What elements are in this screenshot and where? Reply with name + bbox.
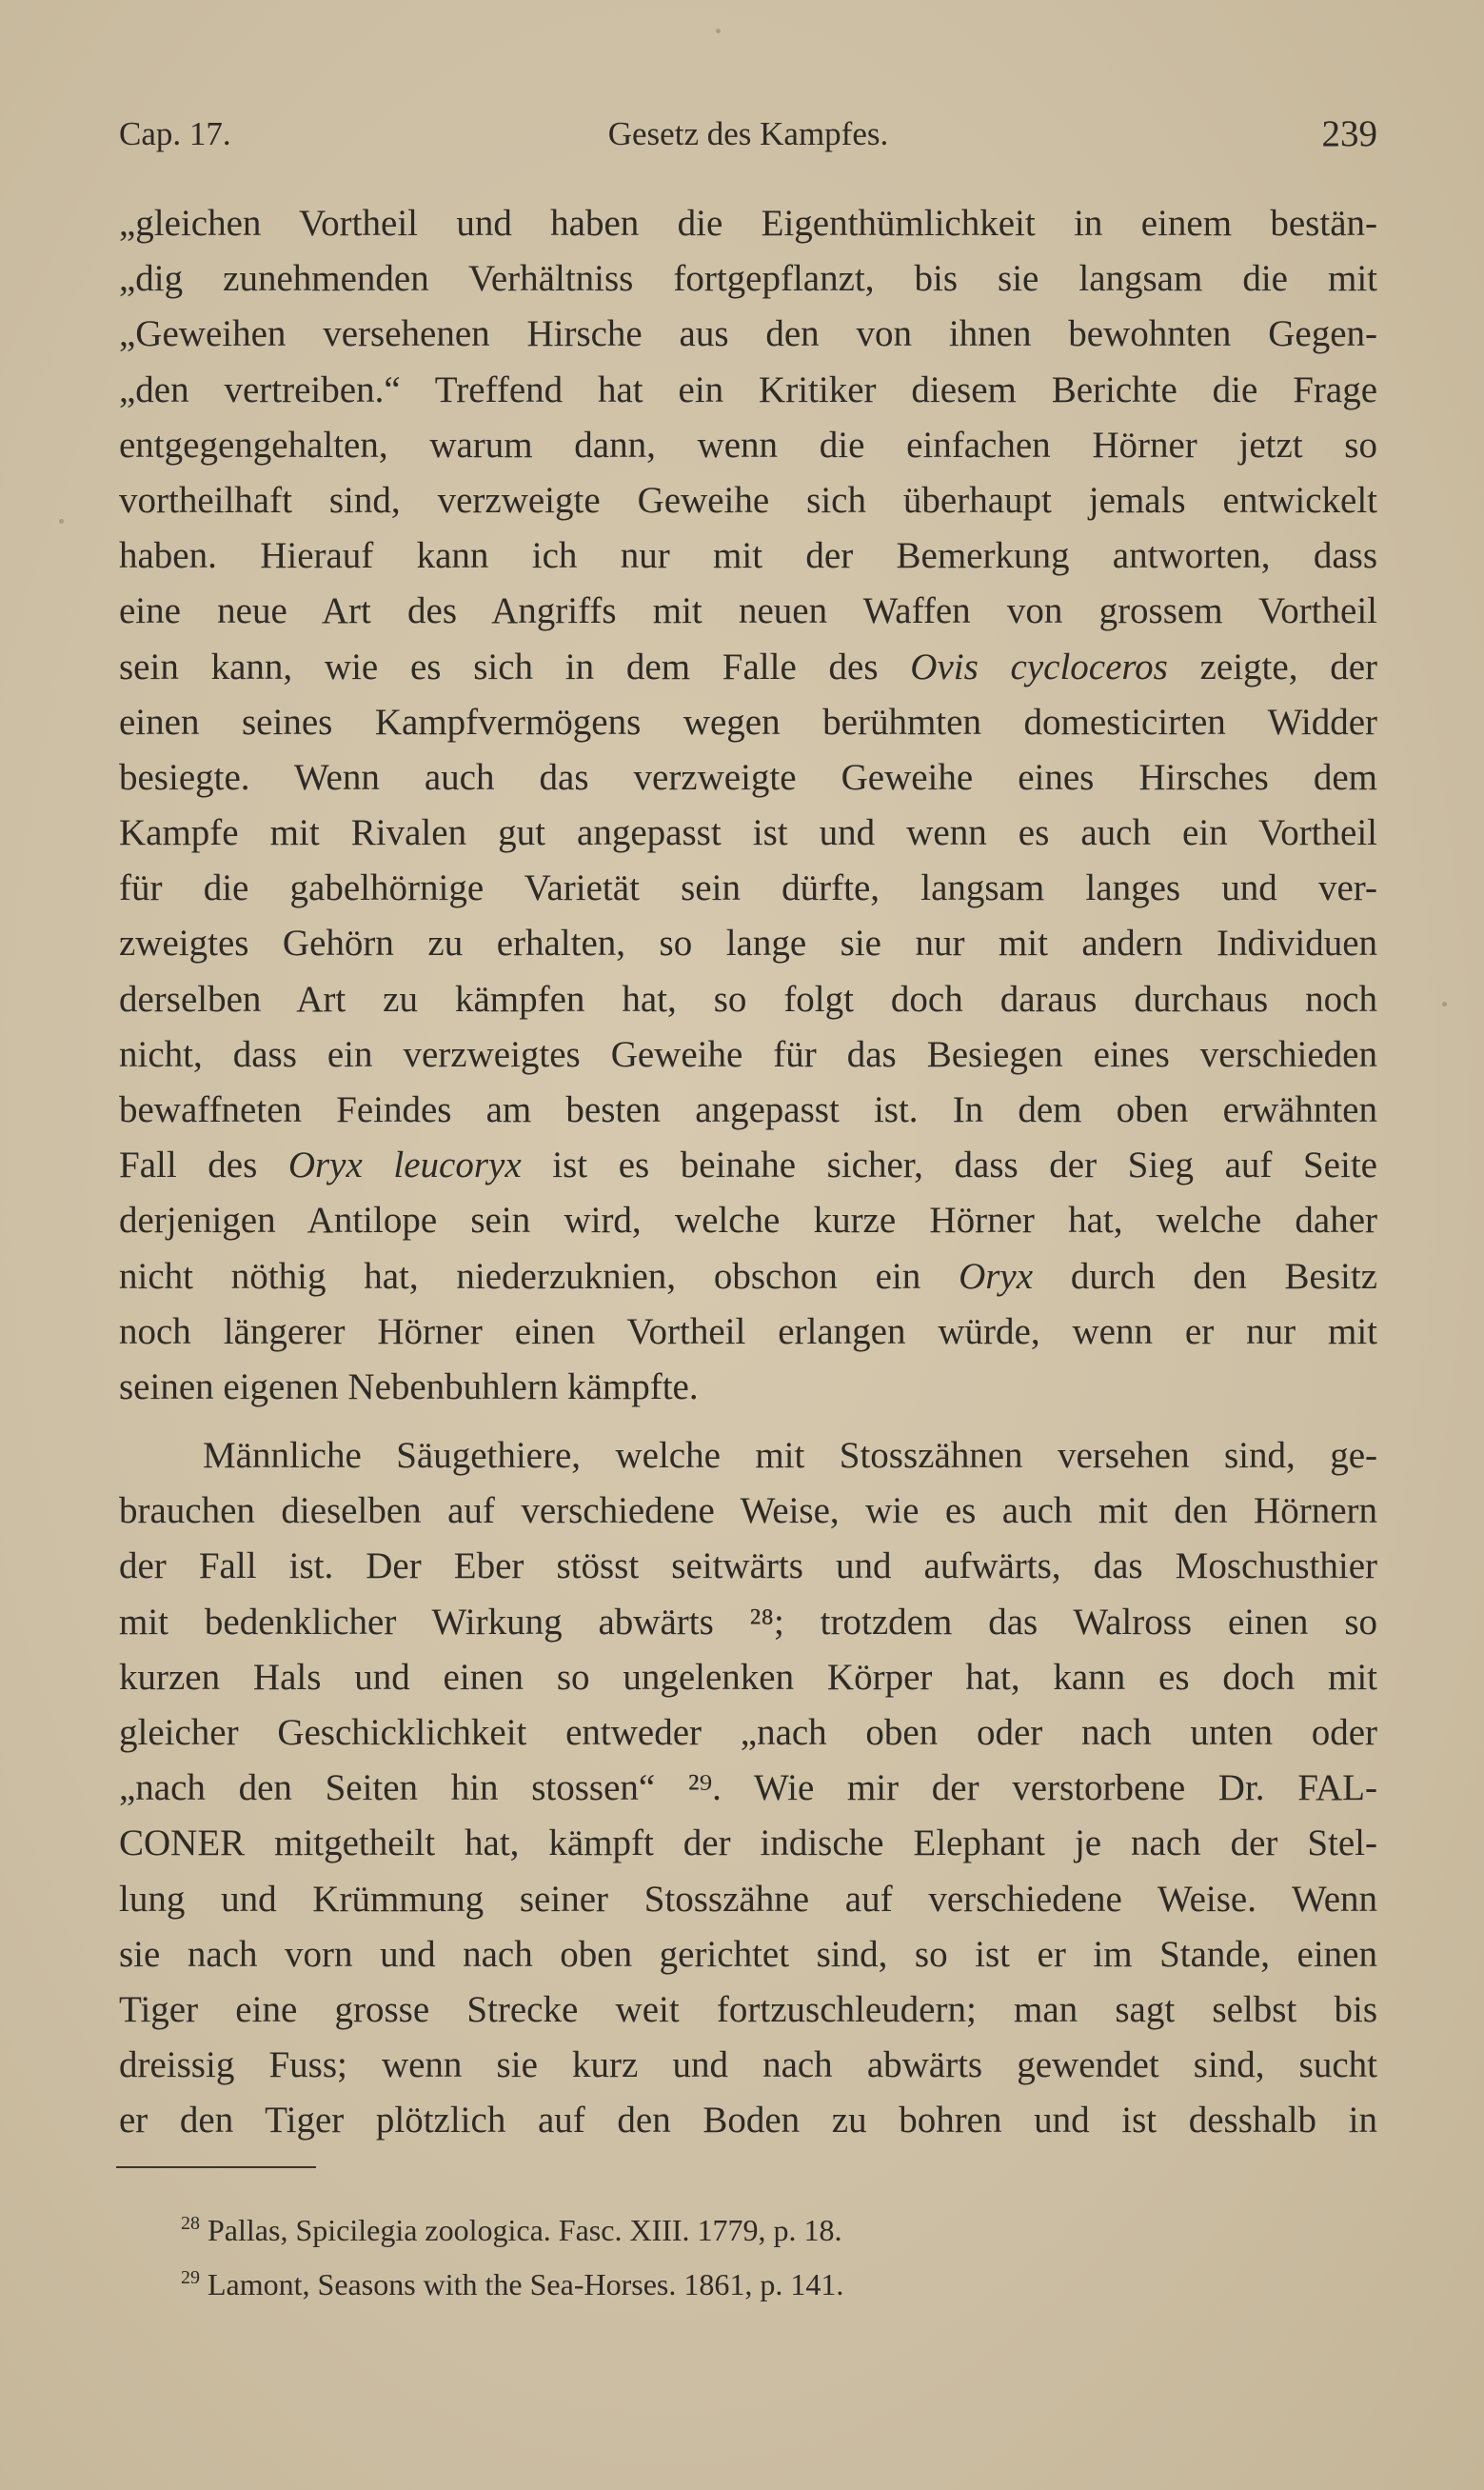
text-line: vortheilhaft sind, verzweigte Geweihe sich überhaupt jemals entwickelt [119, 479, 1377, 521]
paper-speck [1442, 1002, 1447, 1006]
text-line: gleicher Geschicklichkeit entweder „nach oben oder nach unten oder [119, 1711, 1377, 1753]
chapter-label: Cap. 17. [119, 115, 231, 152]
italic-species-name: Ovis cycloceros [910, 646, 1168, 687]
footnote-number: 29 [181, 2267, 200, 2288]
paper-speck [59, 519, 64, 524]
text-line: „dig zunehmenden Verhältniss fortgepflanzt, bis sie langsam die mit [119, 258, 1377, 300]
text-line: „gleichen Vortheil und haben die Eigenthümlichkeit in einem bestän- [119, 203, 1377, 244]
footnote-number: 28 [181, 2213, 200, 2234]
text-line: bewaffneten Feindes am besten angepasst ist. In dem oben erwähnten [119, 1089, 1377, 1130]
text-line: „Geweihen versehenen Hirsche aus den von ihnen bewohnten Gegen- [119, 313, 1377, 355]
text-line: „nach den Seiten hin stossen“ ²⁹. Wie mir der verstorbene Dr. FAL- [119, 1767, 1377, 1809]
text-line: sein kann, wie es sich in dem Falle des Ovis cycloceros zeigte, der [119, 646, 1378, 687]
paper-speck [716, 29, 721, 33]
text-line: entgegengehalten, warum dann, wenn die einfachen Hörner jetzt so [119, 424, 1377, 466]
text-line: mit bedenklicher Wirkung abwärts ²⁸; trotzdem das Walross einen so [119, 1601, 1377, 1643]
text-line: nicht nöthig hat, niederzuknien, obschon ein Oryx durch den Besitz [119, 1255, 1377, 1297]
footnote-text: Pallas, Spicilegia zoologica. Fasc. XIII. 1779, p. 18. [208, 2213, 842, 2247]
text-line: einen seines Kampfvermögens wegen berühmten domesticirten Widder [119, 701, 1377, 743]
text-line: eine neue Art des Angriffs mit neuen Waffen von grossem Vortheil [119, 590, 1377, 632]
footnote-29 [181, 2254, 1228, 2308]
text-line: Kampfe mit Rivalen gut angepasst ist und wenn es auch ein Vortheil [119, 812, 1377, 854]
text-line: haben. Hierauf kann ich nur mit der Bemerkung antworten, dass [119, 535, 1377, 577]
paragraph-2 [119, 1428, 1377, 2148]
text-line: derselben Art zu kämpfen hat, so folgt doch daraus durchaus noch [119, 978, 1377, 1020]
italic-species-name: Oryx leucoryx [287, 1145, 522, 1186]
text-line: der Fall ist. Der Eber stösst seitwärts und aufwärts, das Moschusthier [119, 1545, 1377, 1587]
text-line: seinen eigenen Nebenbuhlern kämpfte. [119, 1365, 699, 1407]
footnote-divider [116, 2166, 316, 2168]
page-title: Gesetz des Kampfes. [607, 115, 889, 152]
text-line: für die gabelhörnige Varietät sein dürfte, langsam langes und ver- [119, 867, 1377, 909]
text-line: dreissig Fuss; wenn sie kurz und nach abwärts gewendet sind, sucht [119, 2044, 1377, 2086]
footnotes [181, 2200, 1228, 2308]
text-line: lung und Krümmung seiner Stosszähne auf verschiedene Weise. Wenn [119, 1878, 1377, 1920]
text-line: CONER mitgetheilt hat, kämpft der indische Elephant je nach der Stel- [119, 1823, 1377, 1864]
text-line: kurzen Hals und einen so ungelenken Körper hat, kann es doch mit [119, 1656, 1377, 1698]
paragraph-1 [119, 196, 1377, 1415]
text-line: sie nach vorn und nach oben gerichtet sind, so ist er im Stande, einen [119, 1933, 1377, 1975]
text-line: noch längerer Hörner einen Vortheil erlangen würde, wenn er nur mit [119, 1310, 1377, 1352]
text-line: nicht, dass ein verzweigtes Geweihe für das Besiegen eines verschieden [119, 1033, 1377, 1075]
text-line: besiegte. Wenn auch das verzweigte Geweihe eines Hirsches dem [119, 756, 1377, 798]
text-line: Tiger eine grosse Strecke weit fortzuschleudern; man sagt selbst bis [119, 1988, 1377, 2030]
text-line: brauchen dieselben auf verschiedene Weise, wie es auch mit den Hörnern [119, 1490, 1377, 1532]
italic-species-name: Oryx [959, 1255, 1034, 1297]
text-line: zweigtes Gehörn zu erhalten, so lange sie nur mit andern Individuen [119, 923, 1377, 965]
text-line: Fall des Oryx leucoryx ist es beinahe sicher, dass der Sieg auf Seite [119, 1145, 1377, 1186]
footnote-28 [181, 2200, 1228, 2254]
text-line: er den Tiger plötzlich auf den Boden zu bohren und ist desshalb in [119, 2100, 1377, 2141]
running-head [119, 112, 1377, 156]
text-line: „den vertreiben.“ Treffend hat ein Kritiker diesem Berichte die Frage [119, 369, 1377, 410]
page-number: 239 [1321, 113, 1377, 154]
footnote-text: Lamont, Seasons with the Sea-Horses. 1861, p. 141. [208, 2267, 844, 2301]
text-line: Männliche Säugethiere, welche mit Stosszähnen versehen sind, ge- [203, 1435, 1377, 1476]
text-line: derjenigen Antilope sein wird, welche kurze Hörner hat, welche daher [119, 1200, 1377, 1242]
